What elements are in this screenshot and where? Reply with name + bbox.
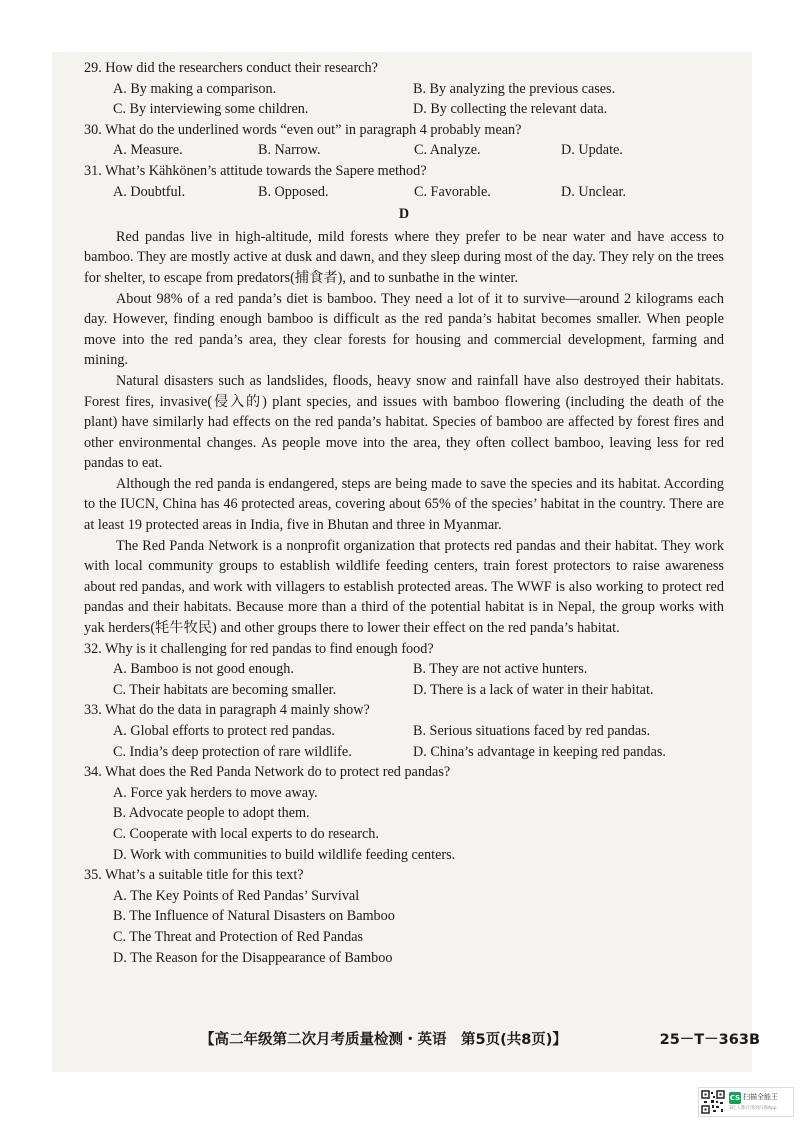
- passage-paragraph: Although the red panda is endangered, steps are being made to save the species and its habitat. According to the IUCN, China has 46 protected areas, covering about 65% of the species’ habitat in the country. There are at least 19 protected areas in India, five in Bhutan and three in Myanmar.: [84, 475, 724, 534]
- scanner-tagline: 3亿人都在用的扫描App: [729, 1105, 777, 1111]
- option: D. There is a lack of water in their habitat.: [413, 681, 654, 698]
- passage-paragraph: Red pandas live in high-altitude, mild forests where they prefer to be near water and have access to bamboo. They are mostly active at dusk and dawn, and they sleep during most of the day. They rely on the trees for shelter, to escape from predators(捕食者), and to sunbathe in the winter.: [84, 228, 724, 286]
- option: B. Narrow.: [258, 142, 321, 159]
- option: B. Serious situations faced by red pandas.: [413, 723, 651, 739]
- option: A. The Key Points of Red Pandas’ Survival: [113, 887, 360, 904]
- option: B. They are not active hunters.: [413, 661, 588, 678]
- scanner-watermark: [698, 1087, 794, 1117]
- option: B. Advocate people to adopt them.: [113, 805, 310, 822]
- footer-code: 25－T－363B: [659, 1032, 760, 1048]
- footer-exam-info: 【高二年级第二次月考质量检测・英语 第5页(共8页)】: [200, 1032, 567, 1048]
- question-31-options: [84, 182, 724, 203]
- section-heading: D: [398, 206, 410, 223]
- option: C. Their habitats are becoming smaller.: [113, 681, 337, 698]
- option: B. The Influence of Natural Disasters on Bamboo: [113, 908, 395, 925]
- question-35-stem: 35. What’s a suitable title for this text?: [84, 867, 304, 884]
- option: D. The Reason for the Disappearance of Bamboo: [113, 949, 393, 966]
- option: A. Bamboo is not good enough.: [113, 661, 294, 678]
- option: C. The Threat and Protection of Red Pandas: [113, 928, 364, 945]
- question-30-options: [84, 140, 724, 161]
- option: D. China’s advantage in keeping red pandas.: [413, 743, 666, 760]
- option: C. Analyze.: [414, 142, 481, 159]
- passage-paragraph: About 98% of a red panda’s diet is bamboo. They need a lot of it to survive—around 2 kilograms each day. However, finding enough bamboo is difficult as the red panda’s habitat becomes smaller. When people move into the red panda’s area, they clear forests for housing and commercial development, farming and mining.: [84, 290, 724, 369]
- option: C. Favorable.: [414, 183, 491, 200]
- option: D. Update.: [561, 142, 623, 159]
- option: B. By analyzing the previous cases.: [413, 80, 616, 97]
- qr-code-icon: [701, 1090, 725, 1114]
- question-29-options: [84, 79, 724, 120]
- option: A. By making a comparison.: [113, 80, 277, 97]
- question-33-stem: 33. What do the data in paragraph 4 mainly show?: [84, 702, 370, 719]
- scanner-app-name: 扫描全能王: [743, 1093, 778, 1101]
- camscanner-logo: CS: [729, 1093, 741, 1102]
- option: D. By collecting the relevant data.: [413, 101, 608, 118]
- question-32-stem: 32. Why is it challenging for red pandas to find enough food?: [84, 640, 434, 657]
- question-31-stem: 31. What’s Kähkönen’s attitude towards the Sapere method?: [84, 162, 427, 179]
- page-footer: [200, 1028, 760, 1049]
- option: C. Cooperate with local experts to do research.: [113, 825, 379, 842]
- option: A. Force yak herders to move away.: [113, 784, 318, 801]
- question-32-options: [84, 659, 724, 700]
- exam-content: [84, 58, 724, 968]
- question-34-stem: 34. What does the Red Panda Network do to protect red pandas?: [84, 764, 451, 781]
- option: C. India’s deep protection of rare wildlife.: [113, 743, 352, 760]
- option: D. Work with communities to build wildlife feeding centers.: [113, 846, 456, 863]
- question-33-options: [84, 721, 724, 762]
- option: C. By interviewing some children.: [113, 101, 309, 118]
- option: A. Measure.: [113, 142, 183, 159]
- question-30-stem: 30. What do the underlined words “even out” in paragraph 4 probably mean?: [84, 121, 522, 138]
- passage-paragraph: The Red Panda Network is a nonprofit organization that protects red pandas and their habitat. They work with local community groups to establish wildlife feeding centers, train forest protectors to raise awareness about red pandas, and work with villagers to establish protected areas. The WWF is also working to protect red pandas and their habitats. Because more than a third of the potential habitat is in Nepal, the group works with yak herders(牦牛牧民) and other groups there to lower their effect on the red panda’s habitat.: [84, 537, 724, 637]
- option: A. Doubtful.: [113, 183, 186, 200]
- passage-paragraph: Natural disasters such as landslides, floods, heavy snow and rainfall have also destroyed their habitats. Forest fires, invasive(侵入的) plant species, and issues with bamboo flowering (including the death of the plant) have similarly had effects on the red panda’s habitat. Species of bamboo are affected by forest fires and other environmental changes. As people move into the area, they often collect bamboo, leaving less for red pandas to eat.: [84, 372, 724, 472]
- option: D. Unclear.: [561, 183, 626, 200]
- option: A. Global efforts to protect red pandas.: [113, 723, 335, 739]
- option: B. Opposed.: [258, 183, 329, 200]
- question-29-stem: 29. How did the researchers conduct their research?: [84, 60, 378, 76]
